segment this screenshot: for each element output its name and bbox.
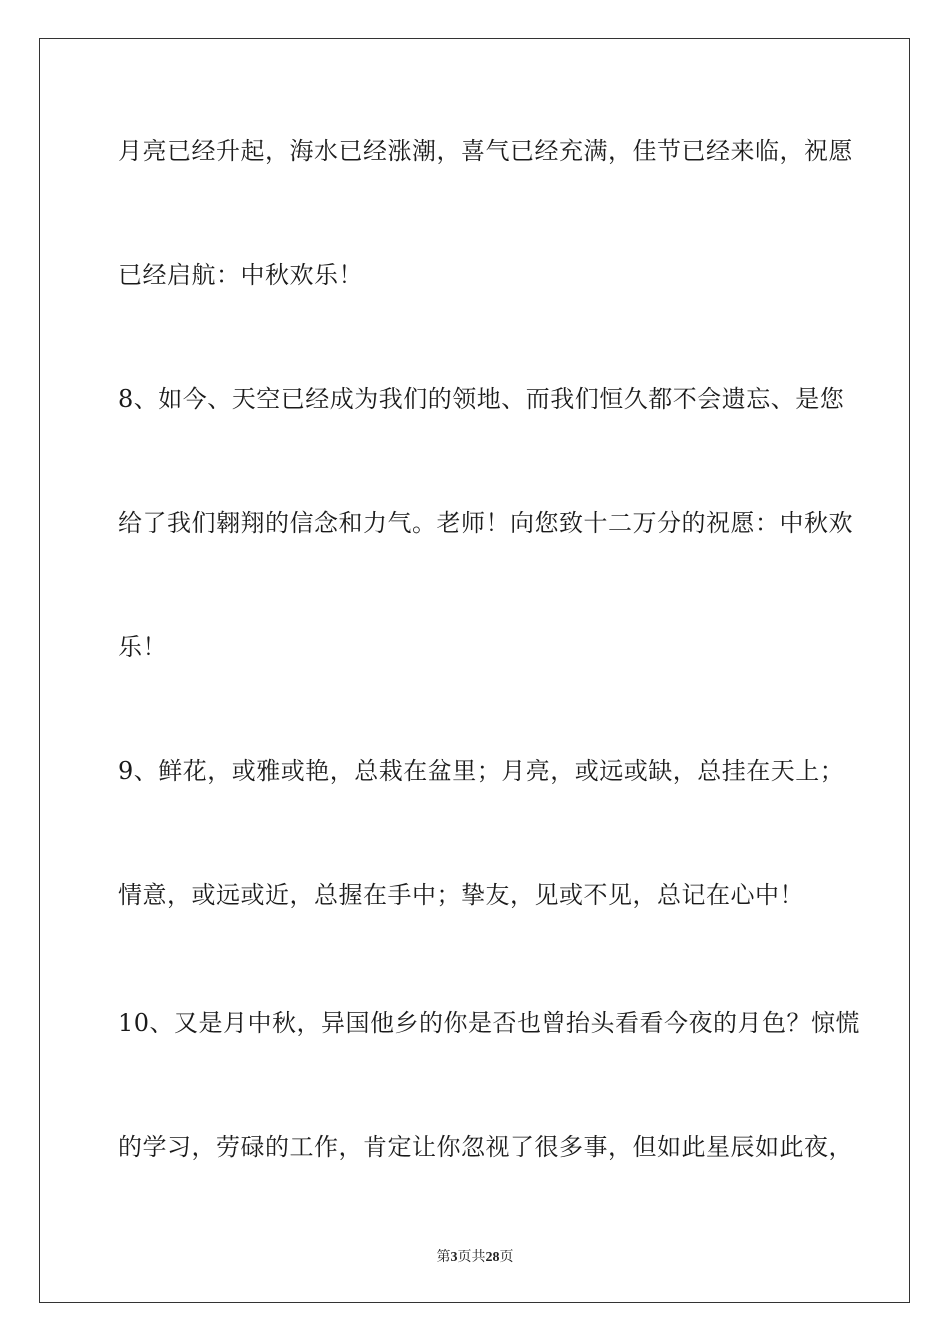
- text-line-4: 给了我们翱翔的信念和力气。老师！向您致十二万分的祝愿：中秋欢: [118, 509, 853, 537]
- page-number: 3: [450, 1250, 458, 1265]
- page-footer: [0, 1246, 950, 1266]
- text-line-3: 8、如今、天空已经成为我们的领地、而我们恒久都不会遗忘、是您: [118, 385, 845, 413]
- total-prefix: 共: [471, 1250, 486, 1265]
- total-suffix: 页: [499, 1250, 514, 1265]
- page-border: [39, 38, 910, 1303]
- page-suffix: 页: [457, 1250, 472, 1265]
- total-pages: 28: [485, 1250, 500, 1265]
- text-line-8: 10、又是月中秋，异国他乡的你是否也曾抬头看看今夜的月色？惊慌: [118, 1009, 861, 1037]
- text-line-5: 乐！: [118, 633, 167, 661]
- text-line-1: 月亮已经升起，海水已经涨潮，喜气已经充满，佳节已经来临，祝愿: [118, 137, 853, 165]
- text-line-7: 情意，或远或近，总握在手中；挚友，见或不见，总记在心中！: [118, 881, 804, 909]
- text-line-6: 9、鲜花，或雅或艳，总栽在盆里；月亮，或远或缺，总挂在天上；: [118, 757, 845, 785]
- page-prefix: 第: [436, 1250, 451, 1265]
- text-line-2: 已经启航：中秋欢乐！: [118, 261, 363, 289]
- text-line-9: 的学习，劳碌的工作，肯定让你忽视了很多事，但如此星辰如此夜，: [118, 1133, 853, 1161]
